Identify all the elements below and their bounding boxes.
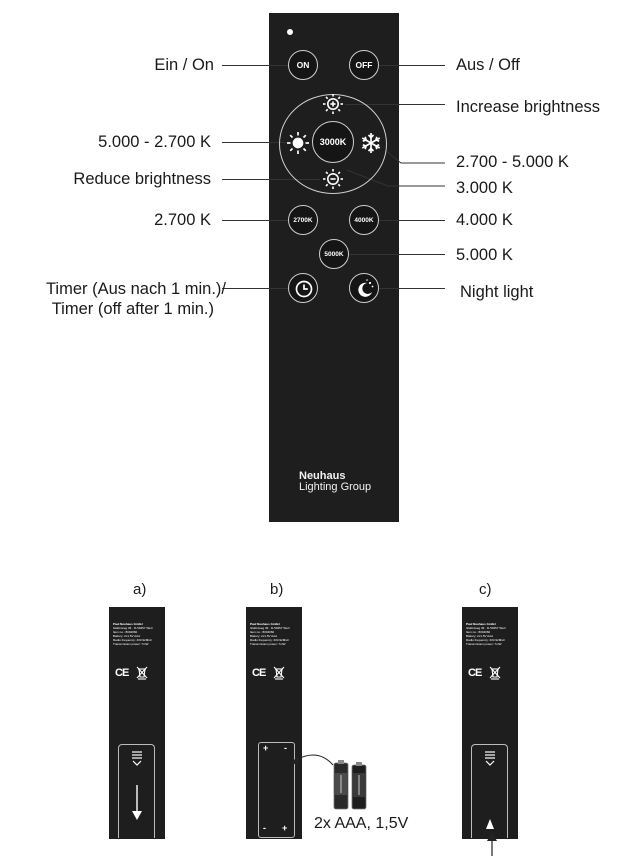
- label-warm-range: 5.000 - 2.700 K: [98, 133, 211, 151]
- info-line: Battery: 2x1,5V AAA: [250, 634, 278, 638]
- polarity-plus-bottom: +: [282, 823, 288, 833]
- 3000k-button-label: 3000K: [319, 137, 347, 147]
- info-line: Radio frequency: 433.92MHz: [466, 638, 505, 642]
- info-line: Paul Neuhaus GmbH: [250, 622, 280, 626]
- step-b-label: b): [270, 581, 284, 598]
- info-line: Battery: 2x1,5V AAA: [113, 634, 141, 638]
- weee-bin-icon: [489, 666, 501, 680]
- info-line: Glabinweg 36 · D-59457 Werl: [250, 626, 290, 630]
- info-line: Paul Neuhaus GmbH: [113, 622, 143, 626]
- info-line: Transmission power: 7mW: [113, 642, 149, 646]
- info-line: Battery: 2x1,5V AAA: [466, 634, 494, 638]
- label-5000: 5.000 K: [456, 246, 513, 264]
- 2700k-button-label: 2700K: [293, 216, 313, 224]
- info-line: Glabinweg 36 · D-59457 Werl: [113, 626, 153, 630]
- info-line: Glabinweg 36 · D-59457 Werl: [466, 626, 506, 630]
- polarity-minus-bottom: -: [263, 823, 266, 833]
- label-4000: 4.000 K: [456, 211, 513, 229]
- info-line: Radio frequency: 433.92MHz: [250, 638, 289, 642]
- push-up-arrow: [486, 832, 498, 856]
- info-line: Item no.: 8004060: [113, 630, 138, 634]
- 4000k-button-label: 4000K: [354, 216, 374, 224]
- step-c-label: c): [479, 581, 492, 598]
- product-info-c: [466, 622, 516, 646]
- info-line: Transmission power: 7mW: [466, 642, 502, 646]
- step-a-label: a): [133, 581, 147, 598]
- aaa-batteries-icon: [332, 759, 372, 811]
- label-off: Aus / Off: [456, 56, 520, 74]
- ce-mark: CE: [115, 667, 129, 679]
- ce-mark: CE: [468, 667, 482, 679]
- grip-arrow-icon: [484, 750, 496, 768]
- polarity-plus-top: +: [263, 743, 269, 753]
- info-line: Radio frequency: 433.92MHz: [113, 638, 152, 642]
- info-line: Transmission power: 7mW: [250, 642, 286, 646]
- off-button-label: OFF: [355, 60, 373, 70]
- lid-up-arrow-icon: [486, 819, 494, 831]
- info-line: Item no.: 8004060: [466, 630, 491, 634]
- label-increase-brightness: Increase brightness: [456, 98, 600, 116]
- label-cool-range: 2.700 - 5.000 K: [456, 153, 569, 171]
- label-on: Ein / On: [154, 56, 214, 74]
- battery-caption: 2x AAA, 1,5V: [314, 815, 409, 832]
- brand-name: Neuhaus: [299, 470, 346, 482]
- 5000k-button-label: 5000K: [324, 250, 344, 258]
- label-reduce-brightness: Reduce brightness: [73, 170, 211, 188]
- label-night-light: Night light: [460, 283, 534, 301]
- info-line: Paul Neuhaus GmbH: [466, 622, 496, 626]
- brand-tagline: Lighting Group: [299, 481, 372, 493]
- info-line: Item no.: 8004060: [250, 630, 275, 634]
- polarity-minus-top: -: [284, 743, 287, 753]
- remote-back-c: [462, 607, 518, 839]
- label-timer-line2: Timer (off after 1 min.): [51, 300, 214, 318]
- on-button-label: ON: [296, 60, 310, 70]
- ce-mark: CE: [252, 667, 266, 679]
- label-2700: 2.700 K: [154, 211, 211, 229]
- label-3000: 3.000 K: [456, 179, 513, 197]
- label-timer-line1: Timer (Aus nach 1 min.)/: [45, 280, 226, 298]
